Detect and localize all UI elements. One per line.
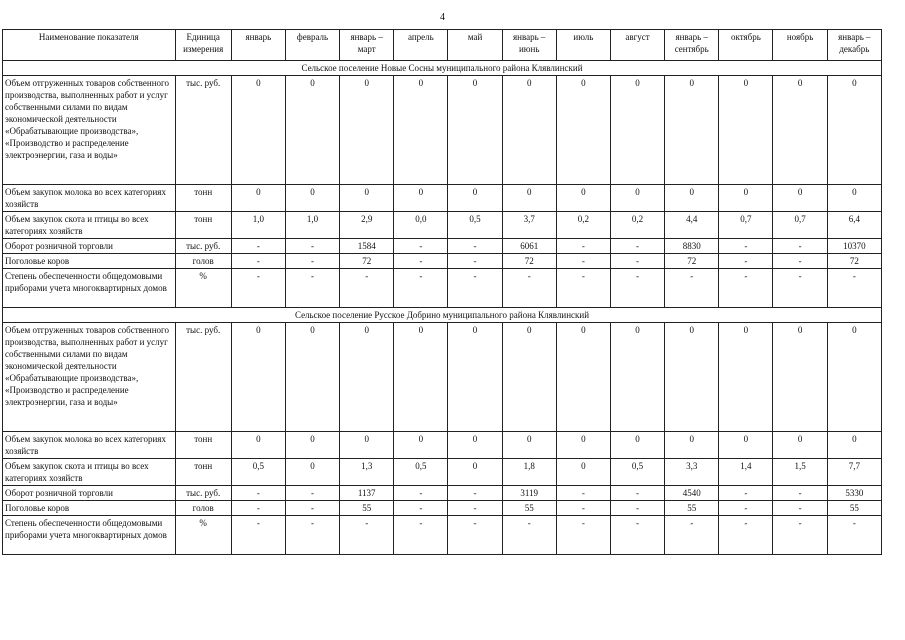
value-cell: 0	[394, 185, 448, 212]
value-cell: 1,0	[231, 212, 285, 239]
value-cell: 0	[665, 323, 719, 432]
indicator-name: Объем закупок молока во всех категориях хозяйств	[3, 185, 176, 212]
value-cell: -	[448, 501, 502, 516]
value-cell: -	[448, 486, 502, 501]
value-cell: -	[340, 269, 394, 308]
table-row	[3, 323, 882, 432]
value-cell: 3119	[502, 486, 556, 501]
value-cell: 0	[448, 185, 502, 212]
value-cell: -	[773, 516, 827, 555]
table-row	[3, 185, 882, 212]
value-cell: -	[719, 486, 773, 501]
value-cell: 6061	[502, 239, 556, 254]
value-cell: 0	[827, 76, 881, 185]
value-cell: 0	[340, 432, 394, 459]
value-cell: -	[394, 269, 448, 308]
value-cell: 0	[502, 76, 556, 185]
report-table	[2, 29, 882, 555]
value-cell: 0	[448, 76, 502, 185]
value-cell: 1,8	[502, 459, 556, 486]
value-cell: 0,7	[719, 212, 773, 239]
value-cell: 0,0	[394, 212, 448, 239]
header-period: январь – декабрь	[827, 30, 881, 61]
value-cell: 0,7	[773, 212, 827, 239]
value-cell: -	[285, 269, 339, 308]
value-cell: 55	[665, 501, 719, 516]
value-cell: -	[285, 486, 339, 501]
value-cell: -	[556, 269, 610, 308]
value-cell: 0	[773, 76, 827, 185]
value-cell: 0	[448, 323, 502, 432]
table-row	[3, 486, 882, 501]
value-cell: -	[394, 239, 448, 254]
value-cell: 2,9	[340, 212, 394, 239]
indicator-unit: тонн	[175, 432, 231, 459]
value-cell: -	[556, 486, 610, 501]
value-cell: 0	[231, 76, 285, 185]
value-cell: 0	[448, 459, 502, 486]
value-cell: 0	[394, 432, 448, 459]
value-cell: -	[827, 516, 881, 555]
indicator-name: Оборот розничной торговли	[3, 239, 176, 254]
value-cell: -	[556, 239, 610, 254]
value-cell: 0	[556, 185, 610, 212]
value-cell: 0	[610, 323, 664, 432]
value-cell: 4,4	[665, 212, 719, 239]
indicator-name: Степень обеспеченности общедомовыми приборами учета многоквартирных домов	[3, 269, 176, 308]
value-cell: -	[610, 239, 664, 254]
value-cell: -	[719, 254, 773, 269]
value-cell: 6,4	[827, 212, 881, 239]
indicator-name: Объем закупок скота и птицы во всех категориях хозяйств	[3, 212, 176, 239]
table-row	[3, 212, 882, 239]
section-row	[3, 308, 882, 323]
value-cell: -	[719, 269, 773, 308]
value-cell: 0	[719, 76, 773, 185]
value-cell: 72	[827, 254, 881, 269]
value-cell: 5330	[827, 486, 881, 501]
indicator-unit: %	[175, 269, 231, 308]
value-cell: 0	[610, 76, 664, 185]
value-cell: -	[773, 501, 827, 516]
indicator-name: Объем отгруженных товаров собственного производства, выполненных работ и услуг собственными силами по видам экономической деятельности «Обрабатывающие производства», «Производство и распределение электроэнергии, газа и воды»	[3, 323, 176, 432]
value-cell: 1,0	[285, 212, 339, 239]
value-cell: 0	[394, 323, 448, 432]
value-cell: -	[610, 254, 664, 269]
value-cell: 0	[773, 323, 827, 432]
indicator-name: Оборот розничной торговли	[3, 486, 176, 501]
value-cell: 0	[556, 459, 610, 486]
value-cell: -	[773, 269, 827, 308]
header-period: январь – март	[340, 30, 394, 61]
value-cell: 0	[556, 432, 610, 459]
value-cell: 0	[719, 432, 773, 459]
value-cell: 0	[502, 432, 556, 459]
value-cell: -	[448, 239, 502, 254]
value-cell: -	[231, 486, 285, 501]
page-number: 4	[440, 12, 445, 23]
value-cell: -	[285, 501, 339, 516]
value-cell: -	[610, 516, 664, 555]
value-cell: -	[610, 501, 664, 516]
value-cell: 0	[285, 323, 339, 432]
value-cell: -	[556, 501, 610, 516]
table-row	[3, 76, 882, 185]
value-cell: 0,5	[231, 459, 285, 486]
value-cell: -	[231, 239, 285, 254]
value-cell: -	[448, 269, 502, 308]
value-cell: 10370	[827, 239, 881, 254]
value-cell: 0	[231, 432, 285, 459]
value-cell: -	[285, 254, 339, 269]
value-cell: -	[502, 516, 556, 555]
value-cell: 1,3	[340, 459, 394, 486]
table-row	[3, 254, 882, 269]
indicator-unit: тонн	[175, 212, 231, 239]
value-cell: 0	[719, 185, 773, 212]
value-cell: 3,3	[665, 459, 719, 486]
value-cell: 72	[340, 254, 394, 269]
indicator-unit: тыс. руб.	[175, 76, 231, 185]
header-period: август	[610, 30, 664, 61]
value-cell: 72	[502, 254, 556, 269]
value-cell: 0	[556, 323, 610, 432]
value-cell: 0	[285, 459, 339, 486]
value-cell: 0	[610, 432, 664, 459]
indicator-unit: тонн	[175, 185, 231, 212]
value-cell: 0	[502, 323, 556, 432]
value-cell: 0	[231, 185, 285, 212]
value-cell: 0	[394, 76, 448, 185]
value-cell: -	[394, 501, 448, 516]
table-row	[3, 269, 882, 308]
section-row	[3, 61, 882, 76]
value-cell: 55	[502, 501, 556, 516]
section-title: Сельское поселение Русское Добрино муниципального района Клявлинский	[3, 308, 882, 323]
value-cell: 0	[231, 323, 285, 432]
value-cell: -	[827, 269, 881, 308]
indicator-unit: голов	[175, 254, 231, 269]
value-cell: 55	[827, 501, 881, 516]
indicator-unit: тыс. руб.	[175, 486, 231, 501]
value-cell: -	[610, 486, 664, 501]
value-cell: 0	[665, 185, 719, 212]
value-cell: 0	[340, 185, 394, 212]
value-cell: 0	[719, 323, 773, 432]
value-cell: 0,2	[610, 212, 664, 239]
indicator-unit: %	[175, 516, 231, 555]
value-cell: -	[448, 254, 502, 269]
value-cell: -	[394, 516, 448, 555]
section-title: Сельское поселение Новые Сосны муниципального района Клявлинский	[3, 61, 882, 76]
value-cell: 0	[827, 185, 881, 212]
table-row	[3, 516, 882, 555]
value-cell: 0	[285, 432, 339, 459]
value-cell: -	[231, 516, 285, 555]
value-cell: -	[285, 516, 339, 555]
value-cell: -	[394, 486, 448, 501]
value-cell: 72	[665, 254, 719, 269]
header-period: май	[448, 30, 502, 61]
header-row	[3, 30, 882, 61]
value-cell: -	[340, 516, 394, 555]
value-cell: 1584	[340, 239, 394, 254]
value-cell: -	[556, 254, 610, 269]
header-period: январь	[231, 30, 285, 61]
value-cell: 1,4	[719, 459, 773, 486]
value-cell: 0	[340, 76, 394, 185]
header-period: январь – июнь	[502, 30, 556, 61]
indicator-unit: тонн	[175, 459, 231, 486]
value-cell: -	[394, 254, 448, 269]
table-body	[3, 61, 882, 555]
value-cell: -	[448, 516, 502, 555]
indicator-name: Степень обеспеченности общедомовыми приборами учета многоквартирных домов	[3, 516, 176, 555]
value-cell: 55	[340, 501, 394, 516]
indicator-unit: голов	[175, 501, 231, 516]
value-cell: 0	[773, 432, 827, 459]
value-cell: -	[231, 501, 285, 516]
table-row	[3, 239, 882, 254]
table-row	[3, 459, 882, 486]
value-cell: 0	[773, 185, 827, 212]
value-cell: 0	[285, 185, 339, 212]
indicator-name: Объем закупок скота и птицы во всех категориях хозяйств	[3, 459, 176, 486]
value-cell: 0	[827, 432, 881, 459]
value-cell: 0	[285, 76, 339, 185]
value-cell: -	[231, 254, 285, 269]
value-cell: 0	[827, 323, 881, 432]
header-indicator-name: Наименование показателя	[3, 30, 176, 61]
value-cell: -	[719, 516, 773, 555]
value-cell: 0	[610, 185, 664, 212]
header-period: апрель	[394, 30, 448, 61]
indicator-name: Поголовье коров	[3, 501, 176, 516]
value-cell: 7,7	[827, 459, 881, 486]
value-cell: -	[719, 501, 773, 516]
indicator-name: Объем отгруженных товаров собственного производства, выполненных работ и услуг собственными силами по видам экономической деятельности «Обрабатывающие производства», «Производство и распределение электроэнергии, газа и воды»	[3, 76, 176, 185]
value-cell: 0	[556, 76, 610, 185]
value-cell: -	[773, 254, 827, 269]
table-row	[3, 501, 882, 516]
indicator-unit: тыс. руб.	[175, 323, 231, 432]
header-period: октябрь	[719, 30, 773, 61]
header-unit: Единица измерения	[175, 30, 231, 61]
header-period: январь – сентябрь	[665, 30, 719, 61]
value-cell: 1137	[340, 486, 394, 501]
value-cell: 0,5	[448, 212, 502, 239]
header-period: июль	[556, 30, 610, 61]
indicator-unit: тыс. руб.	[175, 239, 231, 254]
value-cell: -	[665, 269, 719, 308]
value-cell: -	[719, 239, 773, 254]
value-cell: -	[610, 269, 664, 308]
value-cell: -	[556, 516, 610, 555]
value-cell: 0	[448, 432, 502, 459]
value-cell: 0,5	[610, 459, 664, 486]
value-cell: 0,2	[556, 212, 610, 239]
value-cell: 1,5	[773, 459, 827, 486]
value-cell: -	[773, 486, 827, 501]
header-period: ноябрь	[773, 30, 827, 61]
indicator-name: Поголовье коров	[3, 254, 176, 269]
value-cell: -	[665, 516, 719, 555]
table-row	[3, 432, 882, 459]
value-cell: 4540	[665, 486, 719, 501]
value-cell: -	[231, 269, 285, 308]
value-cell: -	[502, 269, 556, 308]
value-cell: 0	[340, 323, 394, 432]
value-cell: 0,5	[394, 459, 448, 486]
value-cell: -	[285, 239, 339, 254]
indicator-name: Объем закупок молока во всех категориях хозяйств	[3, 432, 176, 459]
value-cell: 0	[502, 185, 556, 212]
value-cell: 0	[665, 76, 719, 185]
value-cell: -	[773, 239, 827, 254]
header-period: февраль	[285, 30, 339, 61]
value-cell: 8830	[665, 239, 719, 254]
value-cell: 0	[665, 432, 719, 459]
value-cell: 3,7	[502, 212, 556, 239]
